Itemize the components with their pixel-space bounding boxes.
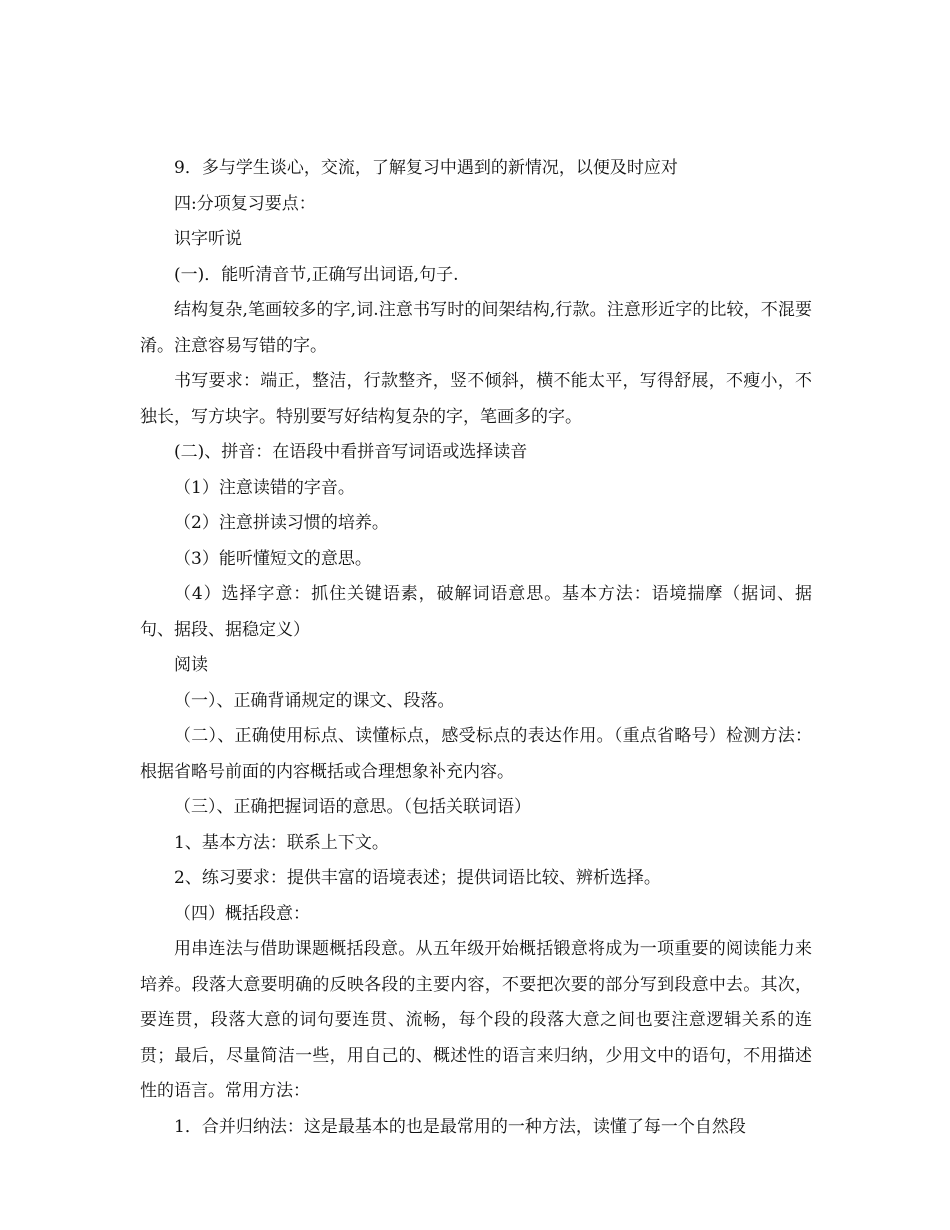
document-body	[140, 151, 812, 1145]
section-heading-literacy: 识字听说	[174, 229, 242, 249]
paragraph-4: (一)．能听清音节,正确写出词语,句子.	[174, 264, 459, 285]
section-heading-review-points: 四:分项复习要点：	[174, 193, 316, 214]
paragraph-7: (二)、拼音：在语段中看拼音写词语或选择读音	[174, 442, 528, 462]
paragraph-15: （三）、正确把握词语的意思。（包括关联词语）	[174, 797, 531, 817]
paragraph-5: 结构复杂,笔画较多的字,词.注意书写时的间架结构,行款。注意形近字的比较，不混要淆。注意容易写错的字。	[140, 300, 812, 356]
list-item-1: （1）注意读错的字音。	[174, 477, 355, 498]
paragraph-18: （四）概括段意：	[174, 903, 310, 924]
list-item-2: （2）注意拼读习惯的培养。	[174, 513, 389, 533]
list-item-4: （4）选择字意：抓住关键语素，破解词语意思。基本方法：语境揣摩（据词、据句、据段、据稳定义）	[140, 584, 812, 640]
section-heading-reading: 阅读	[174, 655, 208, 675]
paragraph-16: 1、基本方法：联系上下文。	[174, 832, 389, 853]
paragraph-6: 书写要求：端正，整洁，行款整齐，竖不倾斜，横不能太平，写得舒展，不瘦小，不独长，写方块字。特别要写好结构复杂的字，笔画多的字。	[140, 371, 812, 427]
list-item-3: （3）能听懂短文的意思。	[174, 548, 372, 569]
paragraph-13: （一）、正确背诵规定的课文、段落。	[174, 690, 455, 711]
paragraph-20: 1．合并归纳法：这是最基本的也是最常用的一种方法，读懂了每一个自然段	[174, 1116, 746, 1137]
paragraph-19: 用串连法与借助课题概括段意。从五年级开始概括锻意将成为一项重要的阅读能力来培养。段落大意要明确的反映各段的主要内容，不要把次要的部分写到段意中去。其次，要连贯，段落大意的词句要连贯、流畅，每个段的段落大意之间也要注意逻辑关系的连贯；最后，尽量简洁一些，用自己的、概述性的语言来归纳，少用文中的语句，不用描述性的语言。常用方法：	[140, 939, 812, 1101]
paragraph-17: 2、练习要求：提供丰富的语境表述；提供词语比较、辨析选择。	[174, 868, 661, 888]
paragraph-1: 9．多与学生谈心，交流，了解复习中遇到的新情况，以便及时应对	[174, 158, 678, 178]
paragraph-14: （二）、正确使用标点、读懂标点，感受标点的表达作用。（重点省略号）检测方法：根据省略号前面的内容概括或合理想象补充内容。	[140, 726, 812, 782]
